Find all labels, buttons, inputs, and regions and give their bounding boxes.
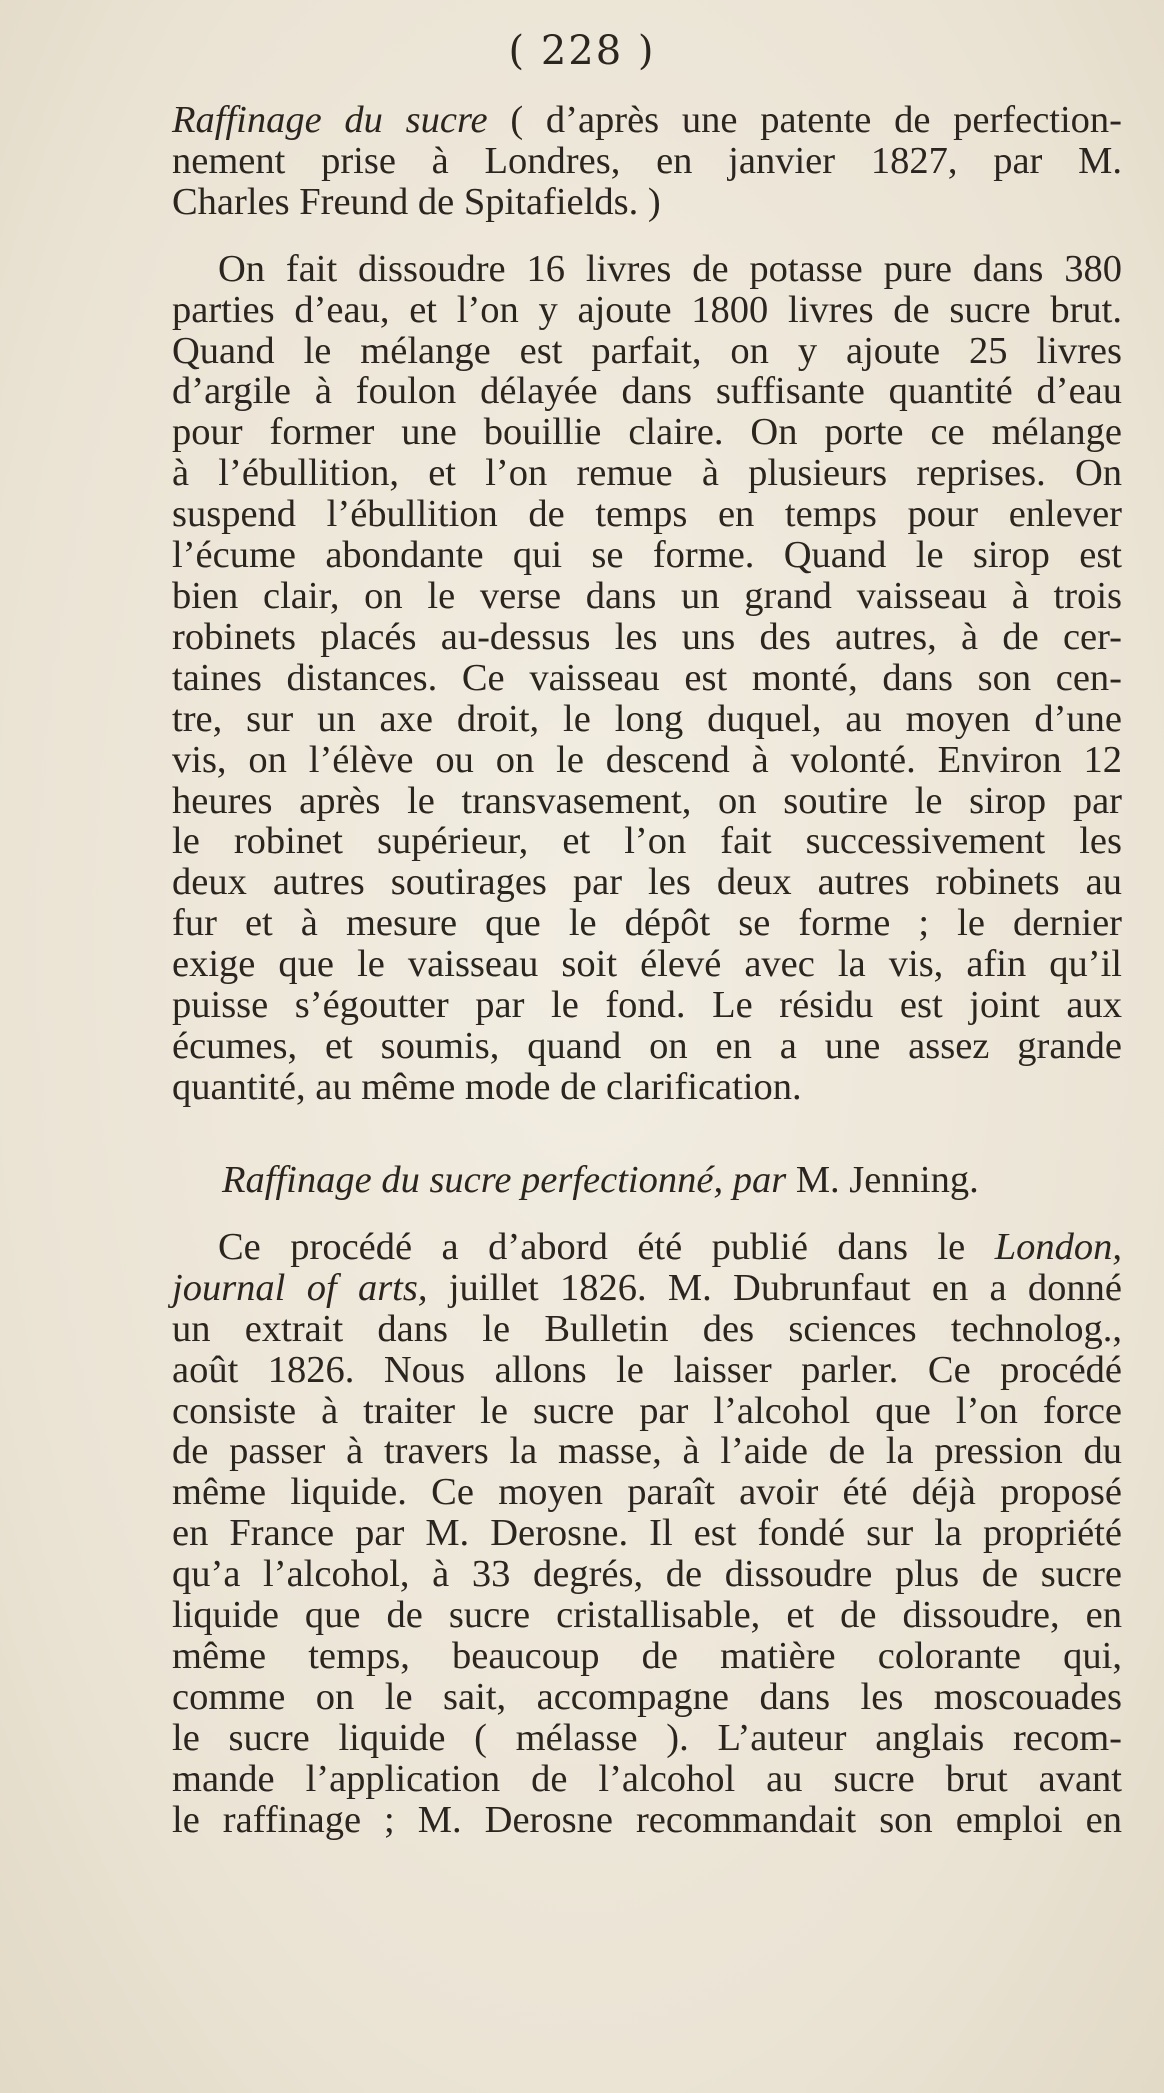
- text-line: taines distances. Ce vaisseau est monté, dans son cen-: [172, 656, 1122, 699]
- text-line: liquide que de sucre cristallisable, et de dissoudre, en: [172, 1594, 1122, 1637]
- text-line: deux autres soutirages par les deux autres robinets au: [172, 861, 1122, 904]
- text-line: bien clair, on le verse dans un grand vaisseau à trois: [172, 574, 1122, 617]
- text-line: robinets placés au-dessus les uns des autres, à de cer-: [172, 615, 1122, 658]
- text-line: un extrait dans le Bulletin des sciences technolog.,: [172, 1307, 1122, 1350]
- section-raffinage-perfectionne: [172, 1160, 1122, 1841]
- heading-title: Raffinage du sucre: [172, 99, 488, 141]
- text-line: qu’a l’alcohol, à 33 degrés, de dissoudre plus de sucre: [172, 1553, 1122, 1596]
- text-line: On fait dissoudre 16 livres de potasse pure dans 380: [218, 247, 1122, 290]
- text-line: pour former une bouillie claire. On porte ce mélange: [172, 411, 1122, 454]
- text-line: [172, 1227, 1122, 1268]
- text-line: mande l’application de l’alcohol au sucre brut avant: [172, 1757, 1122, 1800]
- paragraph: [172, 1227, 1122, 1841]
- section-heading: [172, 100, 1122, 223]
- text-line: de passer à travers la masse, à l’aide de la pression du: [172, 1430, 1122, 1473]
- section-heading: [172, 1160, 1122, 1201]
- text-line: même liquide. Ce moyen paraît avoir été déjà proposé: [172, 1471, 1122, 1514]
- text-span: Ce procédé a d’abord été publié dans le: [218, 1225, 995, 1268]
- page-number: ( 228 ): [508, 28, 656, 74]
- text-line: l’écume abondante qui se forme. Quand le sirop est: [172, 534, 1122, 577]
- section-raffinage-du-sucre: [172, 100, 1122, 1108]
- heading-line: Charles Freund de Spitafields. ): [172, 180, 661, 223]
- text-line: Quand le mélange est parfait, on y ajoute 25 livres: [172, 329, 1122, 372]
- text-line: le raffinage ; M. Derosne recommandait son emploi en: [172, 1798, 1122, 1841]
- text-line: [172, 1268, 1122, 1309]
- heading-title: Raffinage du sucre perfectionné, par: [222, 1159, 787, 1201]
- text-line: tre, sur un axe droit, le long duquel, au moyen d’une: [172, 697, 1122, 740]
- text-line: à l’ébullition, et l’on remue à plusieurs reprises. On: [172, 452, 1122, 495]
- text-line: consiste à traiter le sucre par l’alcohol que l’on force: [172, 1389, 1122, 1432]
- italic-span: London,: [994, 1225, 1122, 1268]
- text-line: même temps, beaucoup de matière colorante qui,: [172, 1634, 1122, 1677]
- heading-line: [172, 1160, 1122, 1201]
- text-line: parties d’eau, et l’on y ajoute 1800 livres de sucre brut.: [172, 288, 1122, 331]
- italic-span: journal of arts,: [172, 1266, 428, 1309]
- text-line: vis, on l’élève ou on le descend à volonté. Environ 12: [172, 738, 1122, 781]
- text-span: juillet 1826. M. Dubrunfaut en a donné: [427, 1266, 1122, 1309]
- text-line: en France par M. Derosne. Il est fondé sur la propriété: [172, 1512, 1122, 1555]
- text-line: heures après le transvasement, on soutire le sirop par: [172, 779, 1122, 822]
- text-line: quantité, au même mode de clarification.: [172, 1065, 802, 1108]
- text-line: suspend l’ébullition de temps en temps pour enlever: [172, 493, 1122, 536]
- paragraph: [172, 249, 1122, 1108]
- heading-line: [172, 100, 1122, 141]
- text-line: fur et à mesure que le dépôt se forme ; le dernier: [172, 902, 1122, 945]
- text-line: écumes, et soumis, quand on en a une assez grande: [172, 1024, 1122, 1067]
- text-line: comme on le sait, accompagne dans les moscouades: [172, 1675, 1122, 1718]
- text-line: août 1826. Nous allons le laisser parler. Ce procédé: [172, 1348, 1122, 1391]
- heading-author: M. Jenning.: [786, 1159, 979, 1201]
- text-line: le sucre liquide ( mélasse ). L’auteur anglais recom-: [172, 1716, 1122, 1759]
- text-line: exige que le vaisseau soit élevé avec la vis, afin qu’il: [172, 943, 1122, 986]
- text-line: d’argile à foulon délayée dans suffisante quantité d’eau: [172, 370, 1122, 413]
- text-line: le robinet supérieur, et l’on fait successivement les: [172, 820, 1122, 863]
- heading-text: ( d’après une patente de perfection-: [487, 99, 1122, 141]
- heading-line: nement prise à Londres, en janvier 1827, par M.: [172, 139, 1122, 182]
- text-line: puisse s’égoutter par le fond. Le résidu est joint aux: [172, 984, 1122, 1027]
